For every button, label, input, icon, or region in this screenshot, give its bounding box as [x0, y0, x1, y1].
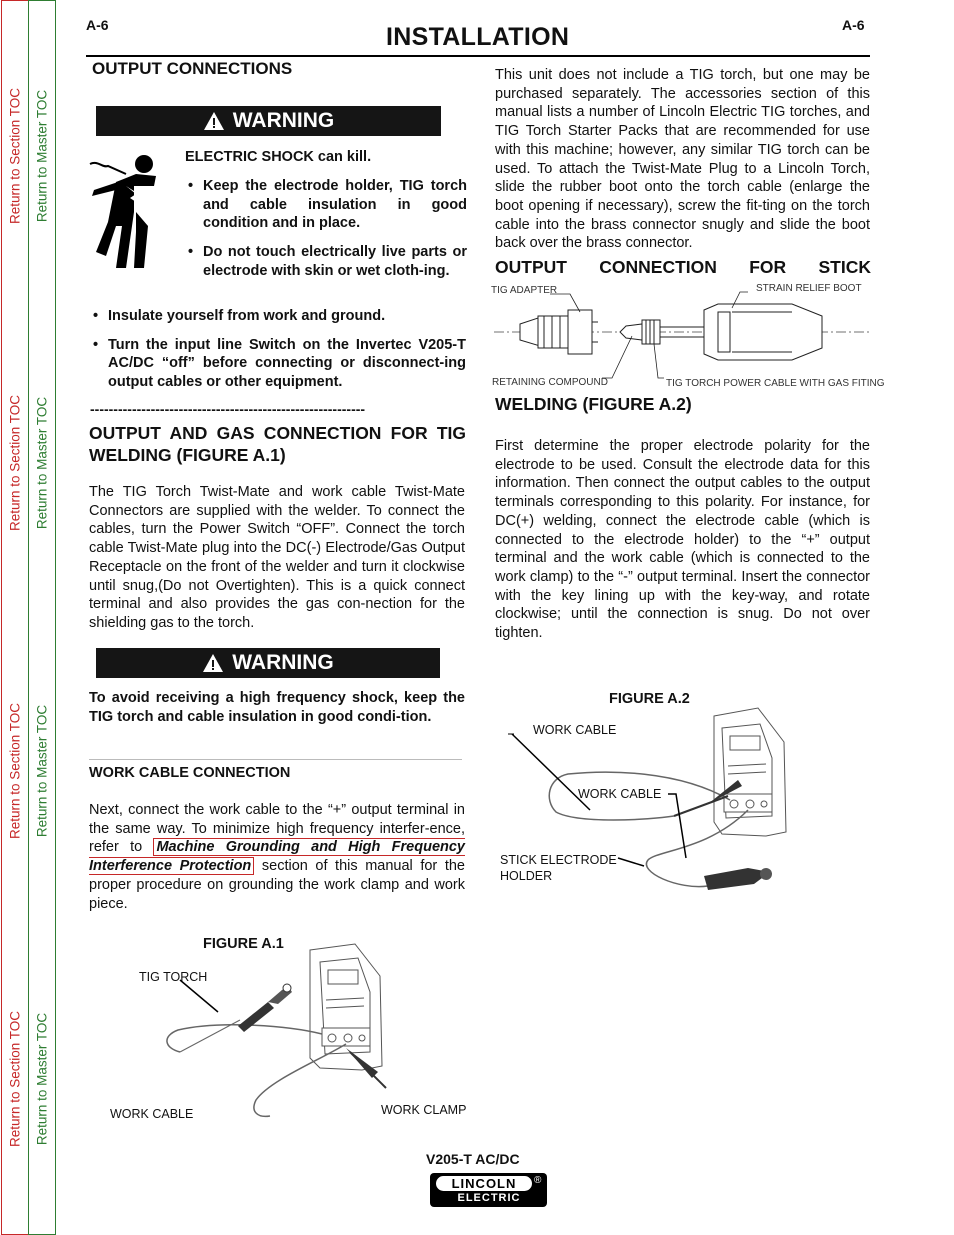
work-cable-text-2: section of this manual for the proper procedure on grounding the work clamp and work piece. — [89, 858, 465, 912]
stick-welding-heading-line1: OUTPUT CONNECTION FOR STICK — [495, 257, 871, 277]
shock-bullet-list — [185, 177, 467, 291]
tig-adapter-label: TIG ADAPTER — [491, 285, 558, 296]
header-rule — [86, 55, 870, 57]
figure-a1-illustration — [160, 940, 390, 1120]
tig-adapter-diagram — [492, 282, 872, 382]
return-to-section-toc-link[interactable]: Return to Section TOC — [7, 87, 23, 225]
retaining-compound-label: RETAINING COMPOUND — [492, 377, 608, 388]
tig-welding-heading: OUTPUT AND GAS CONNECTION FOR TIG WELDING (FIGURE A.1) — [89, 423, 466, 465]
electric-shock-title: ELECTRIC SHOCK can kill. — [185, 149, 372, 165]
page-title: INSTALLATION — [386, 23, 570, 51]
work-cable-paragraph — [89, 801, 465, 913]
master-toc-strip — [28, 0, 56, 1235]
output-connections-heading: OUTPUT CONNECTIONS — [92, 59, 293, 78]
holder-label-line1: STICK ELECTRODE — [500, 853, 617, 867]
list-item: • Keep the electrode holder, TIG torch and cable insulation in good condition and in place. — [185, 177, 467, 233]
dashed-separator: ----------------------------------------------------------- — [90, 401, 366, 417]
welder-machine-icon — [310, 944, 382, 1070]
tig-torch-label: TIG TORCH — [139, 970, 208, 984]
strain-relief-boot-icon — [704, 304, 822, 360]
return-to-master-toc-link[interactable]: Return to Master TOC — [34, 1012, 50, 1146]
holder-label-line2: HOLDER — [500, 869, 553, 883]
return-to-section-toc-link[interactable]: Return to Section TOC — [7, 1010, 23, 1148]
figure-a1-caption: FIGURE A.1 — [203, 936, 284, 952]
work-cable-connection-heading: WORK CABLE CONNECTION — [89, 765, 291, 781]
warning-banner — [96, 106, 441, 136]
page-number-right: A-6 — [842, 17, 865, 33]
machine-grounding-link[interactable]: Machine Grounding and High Frequency Interference Protection — [89, 839, 466, 875]
warning-label: WARNING — [232, 109, 335, 132]
section-toc-strip — [1, 0, 29, 1235]
warning-label: WARNING — [232, 651, 334, 674]
warning-triangle-icon — [202, 653, 224, 673]
list-item: • Insulate yourself from work and ground. — [90, 307, 466, 326]
stick-welding-paragraph: First determine the proper electrode polarity for the electrode to be used. Consult the electrode data for this information. Then connect the output cables to the output terminals corresponding to this polarity. For instance, for DC(+) welding, connect the electrode cable (which is connected to the electrode holder) to the “+” output terminal and the work cable (which is connected to the work clamp) to the “-” output terminal. Insert the connector with the key lining up with the key-way, and rotate clockwise; until the connection is snug. Do not over tighten. — [495, 438, 870, 642]
work-cable-label-2: WORK CABLE — [578, 787, 662, 801]
work-cable-label: WORK CABLE — [110, 1107, 194, 1121]
lincoln-electric-logo: LINCOLN ® ELECTRIC — [430, 1173, 547, 1207]
tig-connection-paragraph: The TIG Torch Twist-Mate and work cable Twist-Mate Connectors are supplied with the welder. To connect the cables, turn the Power Switch “OFF”. Connect the torch cable Twist-Mate plug into the DC(-) Electrode/Gas Output Receptacle on the front of the welder and turn it clockwise until snug,(Do not Overtighten). This is a quick connect terminal and also provides the gas con-nection for the shielding gas to the torch. — [89, 484, 465, 631]
stick-electrode-holder-icon — [704, 868, 772, 890]
work-cable-text-1: Next, connect the work cable to the “+” output terminal in the same way. To minimize high frequency interfer-ence, refer to — [89, 802, 465, 856]
work-clamp-label: WORK CLAMP — [381, 1103, 467, 1117]
warning-banner-2 — [96, 648, 440, 678]
page-number-left: A-6 — [86, 17, 109, 33]
return-to-section-toc-link[interactable]: Return to Section TOC — [7, 702, 23, 840]
warning-triangle-icon — [203, 111, 225, 131]
high-frequency-warning-text: To avoid receiving a high frequency shock, keep the TIG torch and cable insulation in good condi-tion. — [89, 690, 465, 725]
tig-adapter-icon — [520, 310, 598, 354]
tig-torch-power-cable-label: TIG TORCH POWER CABLE WITH GAS FITING — [666, 378, 885, 389]
return-to-section-toc-link[interactable]: Return to Section TOC — [7, 394, 23, 532]
return-to-master-toc-link[interactable]: Return to Master TOC — [34, 704, 50, 838]
figure-a2-caption: FIGURE A.2 — [609, 691, 690, 707]
stick-welding-heading-line2: WELDING (FIGURE A.2) — [495, 394, 692, 414]
work-cable-label: WORK CABLE — [533, 723, 617, 737]
tig-torch-icon — [238, 984, 292, 1032]
return-to-master-toc-link[interactable]: Return to Master TOC — [34, 396, 50, 530]
return-to-master-toc-link[interactable]: Return to Master TOC — [34, 89, 50, 223]
list-item: • Turn the input line Switch on the Invertec V205-T AC/DC “off” before connecting or disconnect-ing output cables or other equipment. — [90, 336, 466, 392]
strain-relief-boot-label: STRAIN RELIEF BOOT — [756, 283, 862, 294]
electric-shock-person-icon — [86, 152, 178, 278]
list-item: • Do not touch electrically live parts or electrode with skin or wet cloth-ing. — [185, 243, 467, 280]
welder-machine-icon — [714, 708, 786, 836]
tig-torch-accessory-paragraph: This unit does not include a TIG torch, but one may be purchased separately. The accessories section of this manual lists a number of Lincoln Electric TIG torches, and TIG Torch Starter Packs that are recommended for use with this machine; however, any similar TIG torch can be used. To attach the Twist-Mate Plug to a Lincoln Torch, slide the rubber boot onto the torch cable (enlarge the boot opening if necessary), screw the fit-ting on the torch cable into the brass connector snugly and slide the boot back over the brass connector. — [495, 67, 870, 252]
figure-a2-illustration — [508, 700, 808, 900]
safety-bullet-list — [90, 307, 466, 402]
model-name: V205-T AC/DC — [426, 1151, 520, 1167]
section-divider — [89, 759, 462, 760]
